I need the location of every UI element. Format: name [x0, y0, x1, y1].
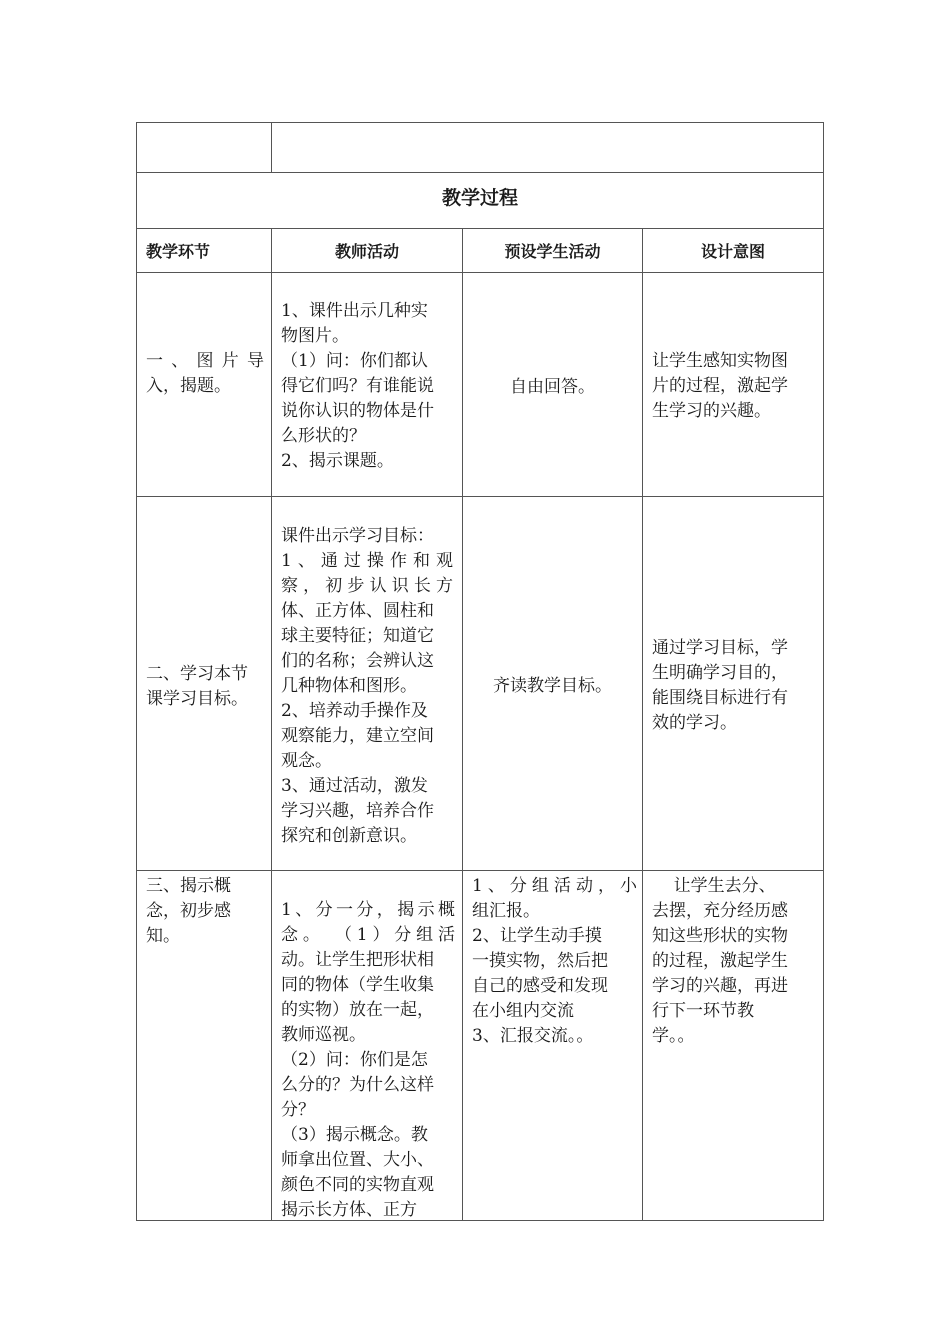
- row2-stage-line: 二、学习本节: [146, 664, 248, 684]
- row3-intent-line: 学。。: [652, 1026, 695, 1046]
- row2-intent: [652, 636, 818, 736]
- row3-student-line: 组汇报。: [472, 901, 540, 921]
- rule-bottom: [136, 1220, 824, 1221]
- row3-stage: [146, 874, 266, 949]
- rule-row2-top: [136, 496, 824, 497]
- lesson-process-table: [136, 122, 824, 1221]
- table-title: 教学过程: [441, 187, 518, 209]
- row2-intent-line: 能围绕目标进行有: [652, 688, 788, 708]
- row2-teacher-line: 2、培养动手操作及: [281, 701, 428, 721]
- header-intent: 设计意图: [700, 242, 765, 261]
- row1-teacher-line: 1、课件出示几种实: [281, 301, 428, 321]
- row1-teacher-line: 得它们吗？有谁能说: [281, 376, 434, 396]
- header-student: 预设学生活动: [504, 242, 601, 261]
- row3-student-line: 自己的感受和发现: [472, 976, 608, 996]
- rule-header-top: [136, 228, 824, 229]
- row3-teacher-line: （3）揭示概念。教: [281, 1125, 428, 1145]
- rule-col1-top: [271, 122, 272, 172]
- row2-student: [463, 674, 642, 699]
- rule-left: [136, 122, 137, 1221]
- row1-student-line: 自由回答。: [510, 377, 595, 397]
- row2-student-line: 齐读教学目标。: [493, 676, 612, 696]
- row3-student-line: 2、让学生动手摸: [472, 926, 602, 946]
- rule-right: [823, 122, 824, 1221]
- rule-row3-top: [136, 870, 824, 871]
- row3-teacher-line: 揭示长方体、正方: [281, 1200, 417, 1220]
- row3-intent-line: 让学生去分、: [652, 876, 776, 896]
- row1-stage-line: 入，揭题。: [146, 376, 231, 396]
- rule-top: [136, 122, 824, 123]
- rule-row1-top: [136, 272, 824, 273]
- row2-teacher: [281, 524, 453, 849]
- row2-teacher-line: 1、通过操作和观: [281, 551, 453, 571]
- row1-student: [463, 375, 642, 400]
- row3-student-line: 3、汇报交流。。: [472, 1026, 594, 1046]
- row3-teacher-line: 念。 （1）分组活: [281, 925, 455, 945]
- row2-stage-line: 课学习目标。: [146, 689, 248, 709]
- row3-teacher-line: 同的物体（学生收集: [281, 975, 434, 995]
- row3-stage-line: 三、揭示概: [146, 876, 231, 896]
- row3-teacher-line: 么分的？为什么这样: [281, 1075, 434, 1095]
- row2-intent-line: 通过学习目标，学: [652, 638, 788, 658]
- row1-teacher-line: 么形状的？: [281, 426, 366, 446]
- row1-teacher: [281, 299, 457, 474]
- row1-teacher-line: （1）问：你们都认: [281, 351, 428, 371]
- row3-intent-line: 行下一环节教: [652, 1001, 754, 1021]
- row2-teacher-line: 们的名称；会辨认这: [281, 651, 434, 671]
- row3-student-line: 1、分组活动，小: [472, 876, 637, 896]
- row3-teacher-line: 颜色不同的实物直观: [281, 1175, 434, 1195]
- rule-col3: [642, 228, 643, 1221]
- rule-col1: [271, 228, 272, 1221]
- row1-intent-line: 让学生感知实物图: [652, 351, 788, 371]
- row3-student-line: 在小组内交流: [472, 1001, 574, 1021]
- row2-teacher-line: 察，初步认识长方: [281, 576, 453, 596]
- row2-intent-line: 生明确学习目的，: [652, 663, 788, 683]
- row3-intent-line: 学习的兴趣，再进: [652, 976, 788, 996]
- row3-intent-line: 知这些形状的实物: [652, 926, 788, 946]
- row3-teacher-line: 动。让学生把形状相: [281, 950, 434, 970]
- rule-title-top: [136, 172, 824, 173]
- row3-student-line: 一摸实物，然后把: [472, 951, 608, 971]
- header-stage: 教学环节: [146, 242, 211, 261]
- row3-teacher-line: 教师巡视。: [281, 1025, 366, 1045]
- row3-intent-line: 去摆，充分经历感: [652, 901, 788, 921]
- row1-intent-line: 生学习的兴趣。: [652, 401, 771, 421]
- row1-teacher-line: 物图片。: [281, 326, 349, 346]
- row1-stage: [146, 349, 264, 399]
- row1-intent: [652, 349, 818, 424]
- row1-teacher-line: 说你认识的物体是什: [281, 401, 434, 421]
- row3-intent-line: 的过程，激起学生: [652, 951, 788, 971]
- row3-teacher-line: 的实物）放在一起，: [281, 1000, 434, 1020]
- row3-teacher-line: 1、分一分，揭示概: [281, 900, 455, 920]
- row3-teacher-line: （2）问：你们是怎: [281, 1050, 428, 1070]
- row2-teacher-line: 课件出示学习目标：: [281, 526, 434, 546]
- row3-student: [472, 874, 637, 1049]
- header-teacher: 教师活动: [334, 242, 399, 261]
- row3-teacher-line: 分？: [281, 1100, 315, 1120]
- row2-intent-line: 效的学习。: [652, 713, 737, 733]
- row2-teacher-line: 观念。: [281, 751, 332, 771]
- row3-teacher: [281, 898, 455, 1223]
- row2-teacher-line: 探究和创新意识。: [281, 826, 417, 846]
- row3-stage-line: 念，初步感: [146, 901, 231, 921]
- row2-teacher-line: 球主要特征；知道它: [281, 626, 434, 646]
- row3-stage-line: 知。: [146, 926, 180, 946]
- row2-teacher-line: 3、通过活动，激发: [281, 776, 428, 796]
- row2-teacher-line: 观察能力，建立空间: [281, 726, 434, 746]
- row1-teacher-line: 2、揭示课题。: [281, 451, 394, 471]
- row2-teacher-line: 学习兴趣，培养合作: [281, 801, 434, 821]
- row1-stage-line: 一、图片导: [146, 351, 264, 371]
- row2-stage: [146, 662, 266, 712]
- row2-teacher-line: 体、正方体、圆柱和: [281, 601, 434, 621]
- row3-teacher-line: 师拿出位置、大小、: [281, 1150, 434, 1170]
- row1-intent-line: 片的过程，激起学: [652, 376, 788, 396]
- row3-intent: [652, 874, 818, 1049]
- row2-teacher-line: 几种物体和图形。: [281, 676, 417, 696]
